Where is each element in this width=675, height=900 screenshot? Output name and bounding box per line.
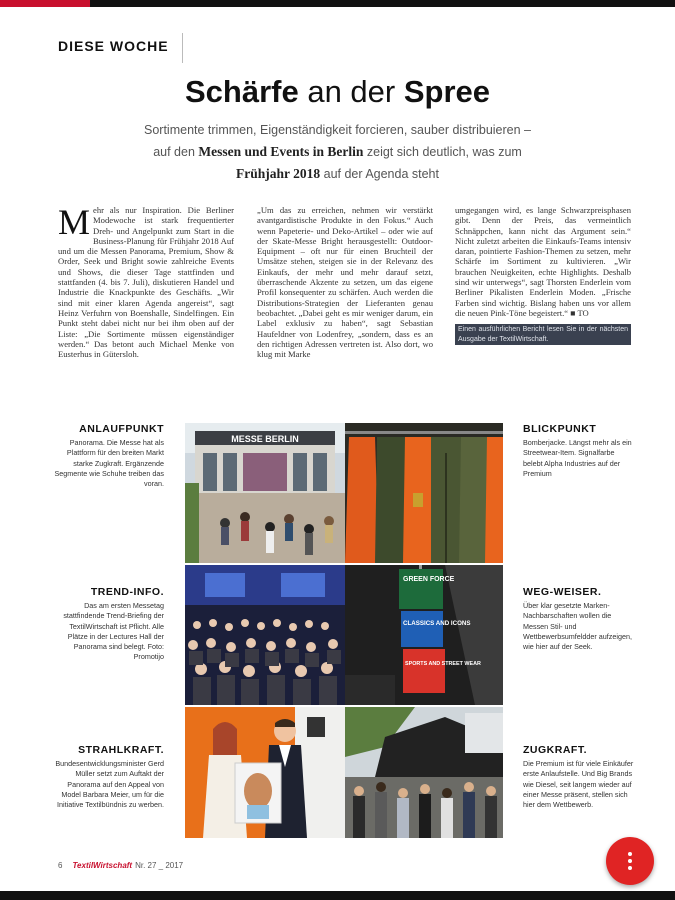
footer bbox=[58, 861, 183, 870]
caption-title: TREND-INFO. bbox=[90, 586, 164, 598]
bottom-bar bbox=[0, 891, 675, 900]
deck-line2b: Messen und Events in Berlin bbox=[198, 144, 364, 159]
issue-number: Nr. 27 _ 2017 bbox=[135, 861, 184, 870]
caption-trend-info bbox=[52, 587, 164, 662]
top-accent bbox=[0, 0, 90, 7]
caption-zugkraft bbox=[523, 745, 635, 810]
caption-text: Über klar gesetzte Marken-Nachbarschaften wollen die Messen Stil- und Wettbewerbsumfeldder aufzeigen, wie hier auf der Seek. bbox=[523, 601, 632, 652]
article-column-1 bbox=[58, 202, 234, 360]
deck-line3b: auf der Agenda steht bbox=[320, 167, 439, 181]
deck-line2c: zeigt sich deutlich, was zum bbox=[363, 145, 522, 159]
caption-weg-weiser bbox=[523, 587, 635, 652]
caption-title: ANLAUFPUNKT bbox=[79, 423, 164, 435]
headline-part1: Schärfe bbox=[184, 74, 299, 109]
article-column-3 bbox=[455, 205, 631, 345]
photo-messe-berlin-entrance bbox=[185, 423, 345, 563]
caption-title: STRAHLKRAFT. bbox=[78, 744, 164, 756]
caption-text: Bomberjacke. Längst mehr als ein Streetwear-Item. Signalfarbe belebt Alpha Industries auf der Premium bbox=[523, 438, 632, 478]
headline-part3: Spree bbox=[403, 74, 491, 109]
caption-text: Das am ersten Messetag stattfindende Trend-Briefing der TextilWirtschaft ist Pflicht. Alle Plätze in der Lectures Hall der Panorama sind belegt. Foto: Promotijo bbox=[63, 601, 164, 662]
more-vertical-icon bbox=[628, 852, 632, 870]
deck bbox=[90, 120, 585, 185]
caption-title: BLICKPUNKT bbox=[523, 423, 597, 435]
brand-logo: TextilWirtschaft bbox=[72, 861, 133, 870]
headline-part2: an der bbox=[298, 74, 404, 109]
headline bbox=[0, 74, 675, 110]
photo-signage bbox=[345, 565, 503, 705]
messe-sign-text: MESSE BERLIN bbox=[231, 434, 299, 444]
article-column-2 bbox=[257, 205, 433, 359]
photo-premium-crowd bbox=[345, 707, 503, 838]
caption-text: Die Premium ist für viele Einkäufer erste Anlaufstelle. Und Big Brands wie Diesel, seit langem wieder auf einer Messe präsent, stellen sich hier dem Wettbewerb. bbox=[523, 759, 634, 810]
sign-sports: SPORTS AND STREET WEAR bbox=[405, 661, 481, 667]
more-options-button[interactable] bbox=[606, 837, 654, 885]
section-divider bbox=[182, 33, 183, 63]
sign-classics: CLASSICS AND ICONS bbox=[403, 620, 471, 627]
deck-line2a: auf den bbox=[153, 145, 199, 159]
column-3-text: umgegangen wird, es lange Schwarzpreisphasen gibt. Denn der Preis, das vermeintlich Schnäppchen, kann nicht das Argument sein.“ Nicht zuletzt arbeiten die Einkaufs-Teams intensiv daran, pointierte Fashion-Themen zu setzen, mehr Schärfe im Sortiment zu kultivieren. „Wir brauchen Neuigkeiten, echte Highlights. Deshalb sind wir unterwegs“, sagt Thorsten Enderlein vom Berliner Pikalisten Enderlein Moden. „Frische Farben sind wichtig. Bislang haben uns vor allem die neuen Pink-Töne begeistert.“ ■ TO bbox=[455, 205, 631, 318]
photo-bomber-jackets bbox=[345, 423, 503, 563]
deck-line3a: Frühjahr 2018 bbox=[236, 166, 321, 181]
top-bar bbox=[0, 0, 675, 7]
photo-minister-model bbox=[185, 707, 345, 838]
dropcap: M bbox=[58, 202, 91, 242]
section-label: DIESE WOCHE bbox=[58, 38, 169, 54]
sign-green-force: GREEN FORCE bbox=[403, 576, 455, 583]
column-1-text: ehr als nur Inspiration. Die Berliner Modewoche ist stark frequentierter Dreh- und Angelpunkt zum Start in die Business-Planung für Frühjahr 2018 Auf und um die Messen Panorama, Premium, Show & Order, Seek und Bright sowie zahlreiche Events und Shows, die dieser Tage stattfinden und stattfanden (4. bis 7. Juli), diskutieren Handel und Industrie die Knackpunkte des Geschäfts. „Wir sind mit einer klaren Agenda angereist“, sagt Heinz Verfuhrn von Boenshalle, Sindelfingen. Ein Punkt steht dabei nicht nur bei ihm oben auf der Liste: „Die Sortimente müssen eigenständiger werden.“ Das betont auch Michael Menke von Eusterhus in Gütersloh. bbox=[58, 205, 234, 360]
deck-line1: Sortimente trimmen, Eigenständigkeit forcieren, sauber distribuieren – bbox=[144, 123, 531, 137]
photo-trend-briefing bbox=[185, 565, 345, 705]
caption-title: WEG-WEISER. bbox=[523, 586, 602, 598]
article-note: Einen ausführlichen Bericht lesen Sie in der nächsten Ausgabe der TextilWirtschaft. bbox=[455, 324, 631, 345]
caption-text: Panorama. Die Messe hat als Plattform für den breiten Markt starke Zugkraft. Ergänzende Segmente wie Schuhe treiben das voran. bbox=[54, 438, 164, 489]
caption-text: Bundesentwicklungsminister Gerd Müller setzt zum Auftakt der Panorama auf den Appeal von Model Barbara Meier, um für die Initiative Textilbündnis zu werben. bbox=[55, 759, 164, 810]
page-number: 6 bbox=[58, 861, 63, 870]
caption-blickpunkt bbox=[523, 424, 635, 479]
caption-title: ZUGKRAFT. bbox=[523, 744, 587, 756]
caption-strahlkraft bbox=[52, 745, 164, 810]
caption-anlaufpunkt bbox=[52, 424, 164, 489]
column-2-text: „Um das zu erreichen, nehmen wir verstärkt avantgardistische Produkte in den Fokus.“ Auch wenn Papeterie- und Deko-Artikel – oder wie auf der Skate-Messe Bright herausgestellt: Outdoor-Equipment – oft nur für einen Bruchteil der Umsätze stehen, steigen sie in der Relevanz des Einkaufs, der mehr und mehr darauf setzt, überraschende Akzente zu setzen, um das eigene Profil konsequenter zu schärfen. Auch werden die Distributions-Strategien der Lieferanten genau beobachtet. „Dabei geht es mir weniger darum, ein Label exklusiv zu haben“, sagt Sebastian Haufeldner von Lodenfrey, „sondern, dass es an den richtigen Adressen vertreten ist. Also dort, wo klug mit Marke bbox=[257, 205, 433, 360]
